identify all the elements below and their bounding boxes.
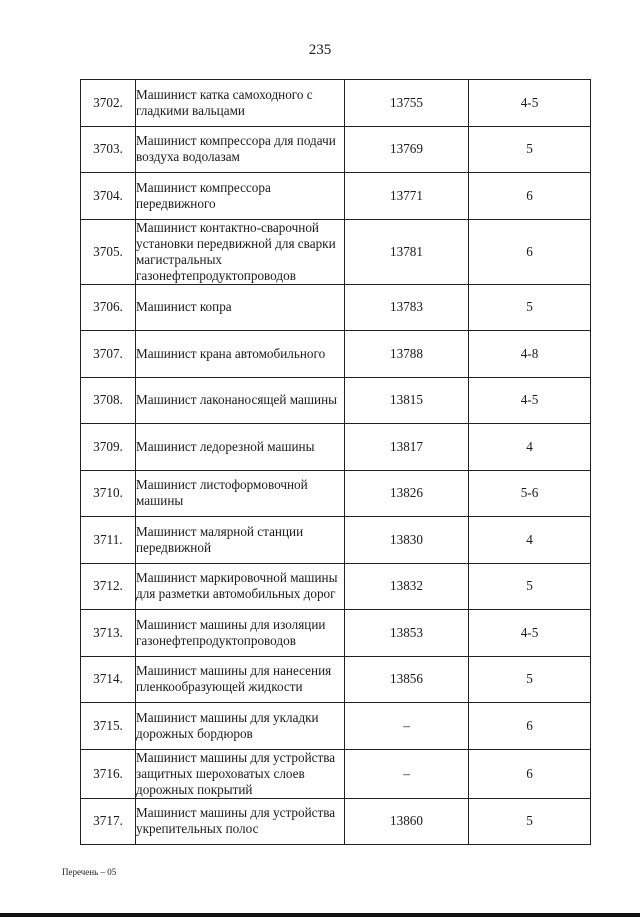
row-number: 3711. — [81, 517, 136, 564]
table-row — [81, 656, 591, 703]
grade-range: 5 — [469, 563, 591, 610]
occupation-name: Машинист крана автомобильного — [136, 331, 345, 378]
occupation-name: Машинист лаконаносящей машины — [136, 377, 345, 424]
occupation-name: Машинист компрессора передвижного — [136, 173, 345, 220]
page-number: 235 — [308, 42, 332, 58]
grade-range: 4 — [469, 424, 591, 471]
footer-label: Перечень – 05 — [62, 867, 117, 877]
row-number: 3712. — [81, 563, 136, 610]
grade-range: 5-6 — [469, 470, 591, 517]
row-number: 3717. — [81, 798, 136, 845]
table-row — [81, 798, 591, 845]
table-row — [81, 470, 591, 517]
grade-range: 5 — [469, 656, 591, 703]
occupations-table — [80, 79, 591, 845]
row-number: 3709. — [81, 424, 136, 471]
grade-range: 4-5 — [469, 377, 591, 424]
occupation-name: Машинист маркировочной машины для разметки автомобильных дорог — [136, 563, 345, 610]
table-row — [81, 126, 591, 173]
occupation-code: 13860 — [345, 798, 469, 845]
row-number: 3716. — [81, 749, 136, 798]
occupation-code: 13817 — [345, 424, 469, 471]
table-row — [81, 284, 591, 331]
occupation-name: Машинист катка самоходного с гладкими вальцами — [136, 80, 345, 127]
occupation-name: Машинист малярной станции передвижной — [136, 517, 345, 564]
occupation-code: 13781 — [345, 219, 469, 284]
occupation-code: 13856 — [345, 656, 469, 703]
occupation-code: 13783 — [345, 284, 469, 331]
row-number: 3715. — [81, 703, 136, 750]
occupation-code: 13832 — [345, 563, 469, 610]
grade-range: 6 — [469, 703, 591, 750]
table-row — [81, 703, 591, 750]
table-row — [81, 424, 591, 471]
table-row — [81, 377, 591, 424]
occupation-code: 13826 — [345, 470, 469, 517]
row-number: 3707. — [81, 331, 136, 378]
row-number: 3705. — [81, 219, 136, 284]
table-row — [81, 517, 591, 564]
grade-range: 6 — [469, 749, 591, 798]
occupation-code: – — [345, 703, 469, 750]
table-row — [81, 80, 591, 127]
occupation-name: Машинист машины для укладки дорожных бордюров — [136, 703, 345, 750]
occupation-name: Машинист машины для изоляции газонефтепродуктопроводов — [136, 610, 345, 657]
occupation-name: Машинист компрессора для подачи воздуха водолазам — [136, 126, 345, 173]
table-row — [81, 749, 591, 798]
row-number: 3706. — [81, 284, 136, 331]
occupation-code: 13853 — [345, 610, 469, 657]
table-row — [81, 173, 591, 220]
grade-range: 6 — [469, 173, 591, 220]
grade-range: 4-5 — [469, 610, 591, 657]
occupation-code: 13788 — [345, 331, 469, 378]
grade-range: 4-8 — [469, 331, 591, 378]
occupation-name: Машинист листоформовочной машины — [136, 470, 345, 517]
grade-range: 6 — [469, 219, 591, 284]
grade-range: 5 — [469, 798, 591, 845]
row-number: 3714. — [81, 656, 136, 703]
row-number: 3708. — [81, 377, 136, 424]
row-number: 3713. — [81, 610, 136, 657]
occupation-code: 13815 — [345, 377, 469, 424]
occupation-code: – — [345, 749, 469, 798]
table-row — [81, 610, 591, 657]
occupation-name: Машинист машины для устройства укрепительных полос — [136, 798, 345, 845]
table-row — [81, 219, 591, 284]
occupation-name: Машинист машины для устройства защитных шероховатых слоев дорожных покрытий — [136, 749, 345, 798]
row-number: 3703. — [81, 126, 136, 173]
row-number: 3710. — [81, 470, 136, 517]
occupation-code: 13830 — [345, 517, 469, 564]
grade-range: 4 — [469, 517, 591, 564]
occupation-code: 13755 — [345, 80, 469, 127]
row-number: 3702. — [81, 80, 136, 127]
occupation-name: Машинист контактно-сварочной установки передвижной для сварки магистральных газонефтепродуктопроводов — [136, 219, 345, 284]
grade-range: 4-5 — [469, 80, 591, 127]
occupation-code: 13771 — [345, 173, 469, 220]
occupation-name: Машинист машины для нанесения пленкообразующей жидкости — [136, 656, 345, 703]
table-row — [81, 331, 591, 378]
grade-range: 5 — [469, 284, 591, 331]
scan-bottom-edge — [0, 913, 640, 917]
grade-range: 5 — [469, 126, 591, 173]
occupation-code: 13769 — [345, 126, 469, 173]
occupation-name: Машинист ледорезной машины — [136, 424, 345, 471]
table-body — [81, 80, 591, 845]
row-number: 3704. — [81, 173, 136, 220]
occupation-name: Машинист копра — [136, 284, 345, 331]
table-row — [81, 563, 591, 610]
